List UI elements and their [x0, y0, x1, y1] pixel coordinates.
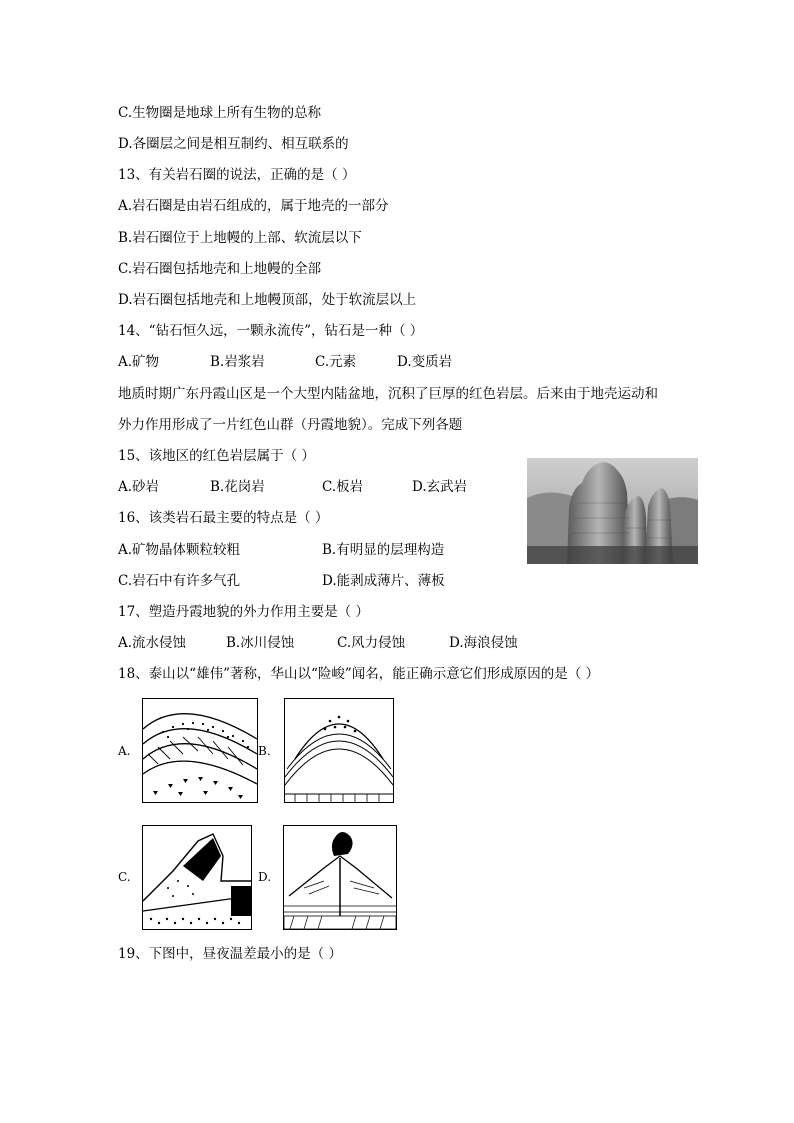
question-17: 17、塑造丹霞地貌的外力作用主要是（ ） — [118, 604, 369, 620]
passage-line-1: 地质时期广东丹霞山区是一个大型内陆盆地，沉积了巨厚的红色岩层。后来由于地壳运动和 — [118, 386, 658, 402]
q15-option-c: C.板岩 — [322, 479, 364, 495]
option-line-d: D.各圈层之间是相互制约、相互联系的 — [118, 136, 349, 152]
question-15: 15、该地区的红色岩层属于（ ） — [118, 448, 315, 464]
option-line-c: C.生物圈是地球上所有生物的总称 — [118, 105, 322, 121]
question-13: 13、有关岩石圈的说法，正确的是（ ） — [118, 167, 356, 183]
question-16: 16、该类岩石最主要的特点是（ ） — [118, 510, 329, 526]
q13-option-a: A.岩石圈是由岩石组成的，属于地壳的一部分 — [118, 198, 389, 214]
q14-option-b: B.岩浆岩 — [210, 354, 265, 370]
q13-option-b: B.岩石圈位于上地幔的上部、软流层以下 — [118, 230, 362, 246]
q15-option-d: D.玄武岩 — [412, 479, 468, 495]
question-18: 18、泰山以“雄伟”著称，华山以“险峻”闻名，能正确示意它们形成原因的是（ ） — [118, 666, 600, 682]
q14-option-c: C.元素 — [315, 354, 357, 370]
question-19: 19、下图中，昼夜温差最小的是（ ） — [118, 946, 342, 962]
q17-option-b: B.冰川侵蚀 — [226, 635, 295, 651]
figure-b-dome-diagram — [284, 698, 394, 803]
q13-option-d: D.岩石圈包括地壳和上地幔顶部，处于软流层以上 — [118, 292, 417, 308]
figure-c-fault-diagram — [142, 825, 252, 930]
q16-option-c: C.岩石中有许多气孔 — [118, 573, 241, 589]
figure-label-c: C. — [118, 870, 131, 884]
figure-label-a: A. — [118, 744, 131, 758]
q14-option-a: A.矿物 — [118, 354, 160, 370]
q15-option-b: B.花岗岩 — [210, 479, 265, 495]
q15-option-a: A.砂岩 — [118, 479, 160, 495]
q17-option-a: A.流水侵蚀 — [118, 635, 187, 651]
q17-option-d: D.海浪侵蚀 — [449, 635, 518, 651]
passage-line-2: 外力作用形成了一片红色山群（丹霞地貌）。完成下列各题 — [118, 417, 463, 433]
figure-label-b: B. — [258, 744, 271, 758]
figure-label-d: D. — [258, 870, 272, 884]
q16-option-d: D.能剥成薄片、薄板 — [322, 573, 445, 589]
q14-option-d: D.变质岩 — [397, 354, 453, 370]
q17-option-c: C.风力侵蚀 — [337, 635, 406, 651]
figure-a-fold-diagram — [142, 698, 258, 803]
q13-option-c: C.岩石圈包括地壳和上地幔的全部 — [118, 261, 322, 277]
figure-d-volcano-diagram — [283, 825, 397, 930]
danxia-landform-photo — [527, 458, 698, 564]
q16-option-b: B.有明显的层理构造 — [322, 542, 445, 558]
question-14: 14、“钻石恒久远，一颗永流传”，钻石是一种（ ） — [118, 323, 424, 339]
q16-option-a: A.矿物晶体颗粒较粗 — [118, 542, 241, 558]
